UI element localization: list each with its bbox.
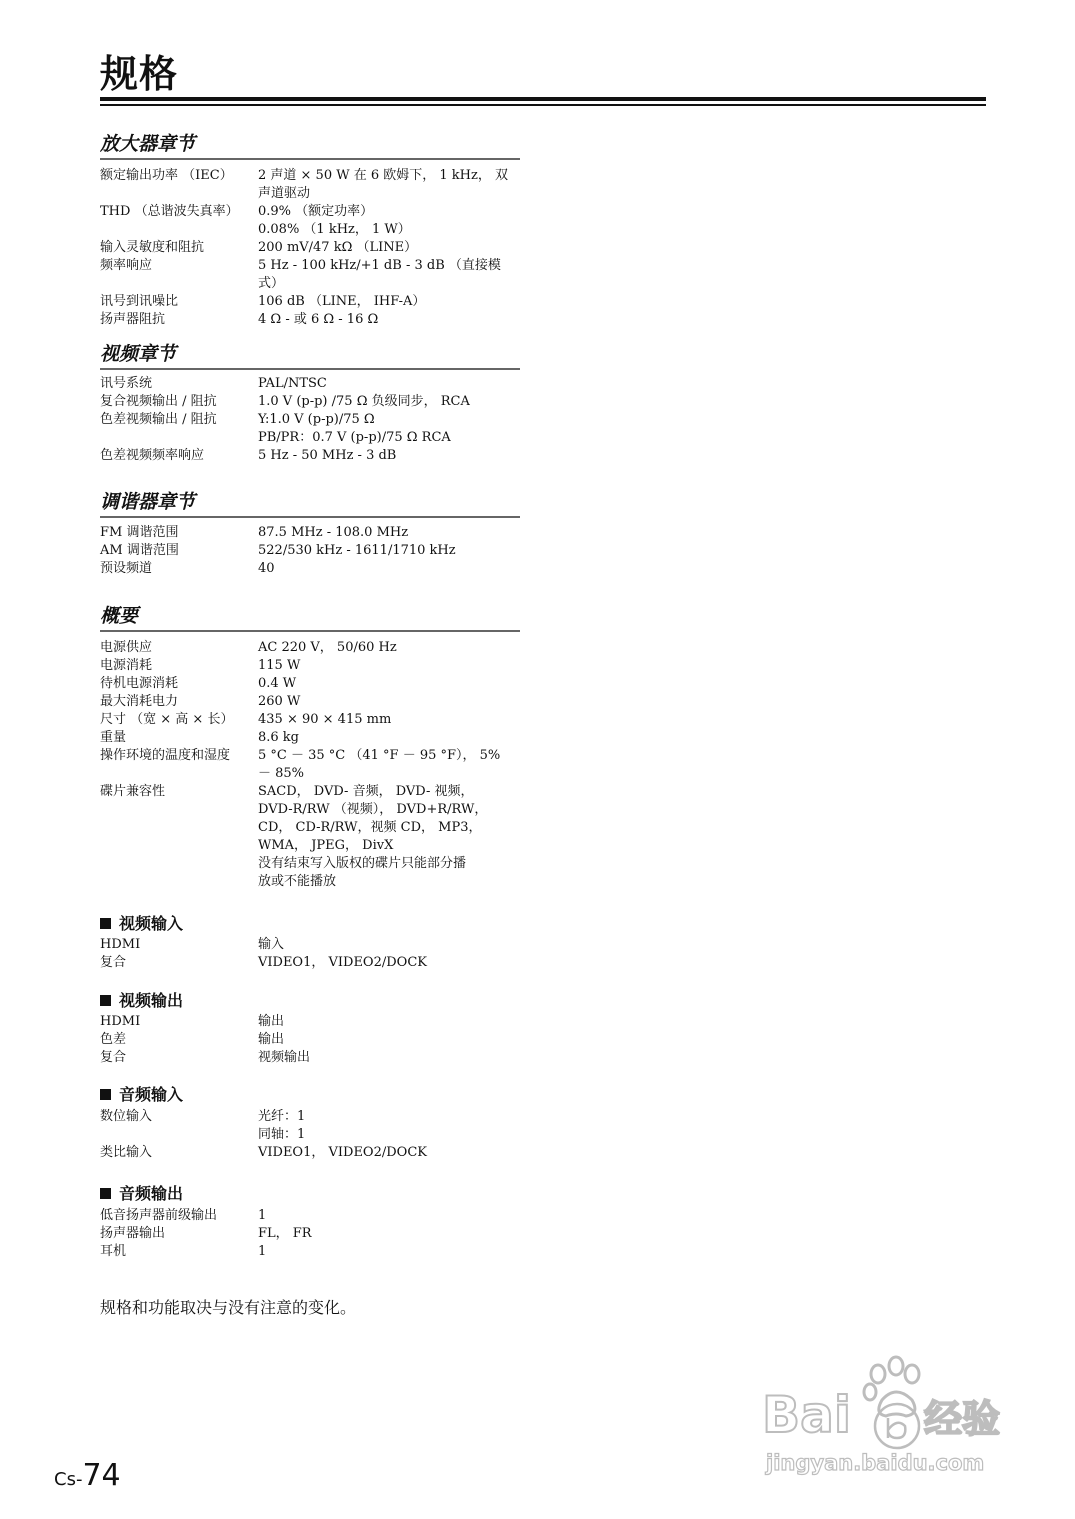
spec-table-video-input — [100, 936, 520, 972]
spec-values — [258, 729, 520, 747]
spec-row — [100, 1144, 520, 1162]
spec-value: 106 dB （LINE， IHF-A） — [258, 294, 426, 309]
spec-row — [100, 393, 520, 411]
spec-value: SACD， DVD- 音频， DVD- 视频， — [258, 784, 474, 799]
spec-label: 操作环境的温度和湿度 — [100, 748, 231, 763]
spec-values — [258, 639, 520, 657]
spec-values — [258, 311, 520, 329]
spec-label: 最大消耗电力 — [100, 694, 179, 709]
spec-row — [100, 1225, 520, 1243]
spec-value: 输出 — [258, 1032, 285, 1047]
spec-values — [258, 1225, 520, 1243]
spec-values — [258, 1031, 520, 1049]
spec-label: 类比输入 — [100, 1145, 153, 1160]
spec-row — [100, 783, 520, 891]
spec-label: 复合视频输出 / 阻抗 — [100, 394, 217, 409]
spec-value: 1 — [258, 1244, 267, 1259]
spec-value: CD， CD-R/RW，视频 CD， MP3， — [258, 820, 482, 835]
square-bullet-icon — [100, 918, 111, 929]
spec-values — [258, 954, 520, 972]
spec-row — [100, 1013, 520, 1031]
spec-value: 光纤：1 — [258, 1109, 306, 1124]
spec-value: PB/PR：0.7 V (p-p)/75 Ω RCA — [258, 430, 451, 445]
spec-row — [100, 311, 520, 329]
spec-value: 0.9% （额定功率） — [258, 204, 374, 219]
spec-values — [258, 167, 520, 203]
spec-row — [100, 239, 520, 257]
spec-label: 额定输出功率 （IEC） — [100, 168, 233, 183]
spec-row — [100, 657, 520, 675]
spec-label: 电源供应 — [100, 640, 153, 655]
square-bullet-icon — [100, 1188, 111, 1199]
spec-row — [100, 1049, 520, 1067]
page-number — [54, 1458, 121, 1493]
spec-value: 40 — [258, 561, 275, 576]
spec-value: VIDEO1， VIDEO2/DOCK — [258, 1145, 427, 1160]
spec-label: 待机电源消耗 — [100, 676, 179, 691]
title-rule — [100, 97, 986, 101]
spec-value: FL， FR — [258, 1226, 312, 1241]
section-rule — [100, 368, 520, 370]
spec-value: 1.0 V (p-p) /75 Ω 负级同步， RCA — [258, 394, 470, 409]
spec-row — [100, 524, 520, 542]
spec-values — [258, 524, 520, 542]
spec-label: 耳机 — [100, 1244, 127, 1259]
spec-value: 2 声道 × 50 W 在 6 欧姆下， 1 kHz， 双 — [258, 168, 508, 183]
watermark-url: jingyan.baidu.com — [766, 1451, 985, 1475]
spec-label: 复合 — [100, 955, 127, 970]
spec-values — [258, 239, 520, 257]
spec-value: 没有结束写入版权的碟片只能部分播 — [258, 856, 467, 871]
spec-table-audio-output — [100, 1207, 520, 1261]
spec-value: 115 W — [258, 658, 301, 673]
spec-row — [100, 936, 520, 954]
section-title-video: 视频章节 — [100, 343, 177, 365]
spec-label: 色差视频频率响应 — [100, 448, 205, 463]
spec-label: 扬声器阻抗 — [100, 312, 166, 327]
spec-row — [100, 747, 520, 783]
spec-row — [100, 1031, 520, 1049]
spec-row — [100, 693, 520, 711]
title-rule-thin — [100, 104, 986, 106]
spec-row — [100, 1207, 520, 1225]
section-title-tuner: 调谐器章节 — [100, 491, 196, 513]
spec-row — [100, 203, 520, 239]
spec-values — [258, 747, 520, 783]
spec-value: 1 — [258, 1208, 267, 1223]
section-rule — [100, 516, 520, 518]
spec-label: 碟片兼容性 — [100, 784, 166, 799]
square-bullet-icon — [100, 995, 111, 1006]
spec-value: 0.08% （1 kHz， 1 W） — [258, 222, 411, 237]
spec-value: 522/530 kHz - 1611/1710 kHz — [258, 543, 456, 558]
spec-row — [100, 542, 520, 560]
spec-row — [100, 560, 520, 578]
spec-label: 数位输入 — [100, 1109, 153, 1124]
section-rule — [100, 158, 520, 160]
spec-table-tuner — [100, 524, 520, 578]
spec-table-video — [100, 375, 520, 465]
spec-label: THD （总谐波失真率） — [100, 204, 239, 219]
spec-values — [258, 375, 520, 393]
spec-value: 同轴：1 — [258, 1127, 306, 1142]
spec-value: 435 × 90 × 415 mm — [258, 712, 392, 727]
spec-row — [100, 375, 520, 393]
spec-values — [258, 542, 520, 560]
spec-values — [258, 411, 520, 447]
footer-note: 规格和功能取决与没有注意的变化。 — [100, 1298, 357, 1317]
spec-values — [258, 657, 520, 675]
spec-label: 尺寸 （宽 × 高 × 长） — [100, 712, 234, 727]
spec-values — [258, 1013, 520, 1031]
spec-value: 5 Hz - 50 MHz - 3 dB — [258, 448, 397, 463]
spec-value: VIDEO1， VIDEO2/DOCK — [258, 955, 427, 970]
spec-label: 电源消耗 — [100, 658, 153, 673]
spec-values — [258, 1144, 520, 1162]
spec-table-audio-input — [100, 1108, 520, 1162]
spec-label: 频率响应 — [100, 258, 153, 273]
page-number-value: 74 — [82, 1458, 121, 1493]
spec-label: 扬声器输出 — [100, 1226, 166, 1241]
spec-row — [100, 954, 520, 972]
spec-values — [258, 203, 520, 239]
spec-value: Y:1.0 V (p-p)/75 Ω — [258, 412, 375, 427]
spec-label: HDMI — [100, 1014, 141, 1029]
spec-row — [100, 1243, 520, 1261]
page-title: 规格 — [100, 52, 179, 96]
watermark-brand-right: 经验 — [924, 1397, 1001, 1441]
spec-values — [258, 393, 520, 411]
spec-value: 视频输出 — [258, 1050, 311, 1065]
spec-values — [258, 1049, 520, 1067]
spec-value: 声道驱动 — [258, 186, 311, 201]
spec-table-video-output — [100, 1013, 520, 1067]
spec-label: 讯号到讯噪比 — [100, 294, 179, 309]
spec-values — [258, 1243, 520, 1261]
spec-value: WMA， JPEG， DivX — [258, 838, 394, 853]
spec-value: 87.5 MHz - 108.0 MHz — [258, 525, 409, 540]
spec-values — [258, 1207, 520, 1225]
section-title-general: 概要 — [100, 605, 139, 627]
subheading-video-output: 视频输出 — [100, 991, 183, 1011]
spec-value: 输出 — [258, 1014, 285, 1029]
spec-value: 260 W — [258, 694, 301, 709]
spec-row — [100, 447, 520, 465]
spec-value: 5 Hz - 100 kHz/+1 dB - 3 dB （直接模式） — [258, 258, 501, 291]
spec-label: 输入灵敏度和阻抗 — [100, 240, 205, 255]
spec-row — [100, 167, 520, 203]
spec-row — [100, 411, 520, 447]
subheading-video-input: 视频输入 — [100, 914, 183, 934]
spec-label: 色差 — [100, 1032, 127, 1047]
spec-values — [258, 1108, 520, 1144]
spec-values — [258, 560, 520, 578]
watermark-brand-left: Bai — [762, 1386, 851, 1444]
subheading-audio-output: 音频输出 — [100, 1184, 183, 1204]
spec-row — [100, 729, 520, 747]
spec-values — [258, 447, 520, 465]
spec-row — [100, 293, 520, 311]
spec-value: 8.6 kg — [258, 730, 300, 745]
spec-value: 5 °C － 35 °C （41 °F － 95 °F）， 5% — [258, 748, 501, 763]
spec-value: PAL/NTSC — [258, 376, 327, 391]
spec-label: 低音扬声器前级输出 — [100, 1208, 218, 1223]
page-number-prefix: Cs- — [54, 1469, 83, 1490]
spec-label: 讯号系统 — [100, 376, 153, 391]
spec-value: 200 mV/47 kΩ （LINE） — [258, 240, 418, 255]
baidu-watermark-logo — [760, 1352, 1020, 1482]
spec-values — [258, 936, 520, 954]
section-rule — [100, 630, 520, 632]
spec-table-amplifier — [100, 167, 520, 329]
spec-row — [100, 639, 520, 657]
spec-label: 色差视频输出 / 阻抗 — [100, 412, 217, 427]
spec-row — [100, 675, 520, 693]
spec-label: 复合 — [100, 1050, 127, 1065]
square-bullet-icon — [100, 1089, 111, 1100]
spec-value: 4 Ω - 或 6 Ω - 16 Ω — [258, 312, 379, 327]
spec-value: － 85% — [258, 766, 305, 781]
spec-values — [258, 783, 520, 891]
spec-values — [258, 693, 520, 711]
spec-label: 重量 — [100, 730, 127, 745]
spec-label: 预设频道 — [100, 561, 153, 576]
spec-values — [258, 711, 520, 729]
spec-value: DVD-R/RW （视频）， DVD+R/RW， — [258, 802, 488, 817]
spec-label: AM 调谐范围 — [100, 543, 179, 558]
spec-row — [100, 257, 520, 293]
spec-value: 0.4 W — [258, 676, 297, 691]
spec-value: 放或不能播放 — [258, 874, 337, 889]
spec-row — [100, 711, 520, 729]
spec-value: 输入 — [258, 937, 285, 952]
spec-value: AC 220 V， 50/60 Hz — [258, 640, 397, 655]
spec-label: FM 调谐范围 — [100, 525, 179, 540]
section-title-amplifier: 放大器章节 — [100, 133, 196, 155]
spec-values — [258, 293, 520, 311]
spec-values — [258, 675, 520, 693]
spec-table-general — [100, 639, 520, 891]
spec-label: HDMI — [100, 937, 141, 952]
spec-values — [258, 257, 520, 293]
spec-row — [100, 1108, 520, 1144]
subheading-audio-input: 音频输入 — [100, 1085, 183, 1105]
